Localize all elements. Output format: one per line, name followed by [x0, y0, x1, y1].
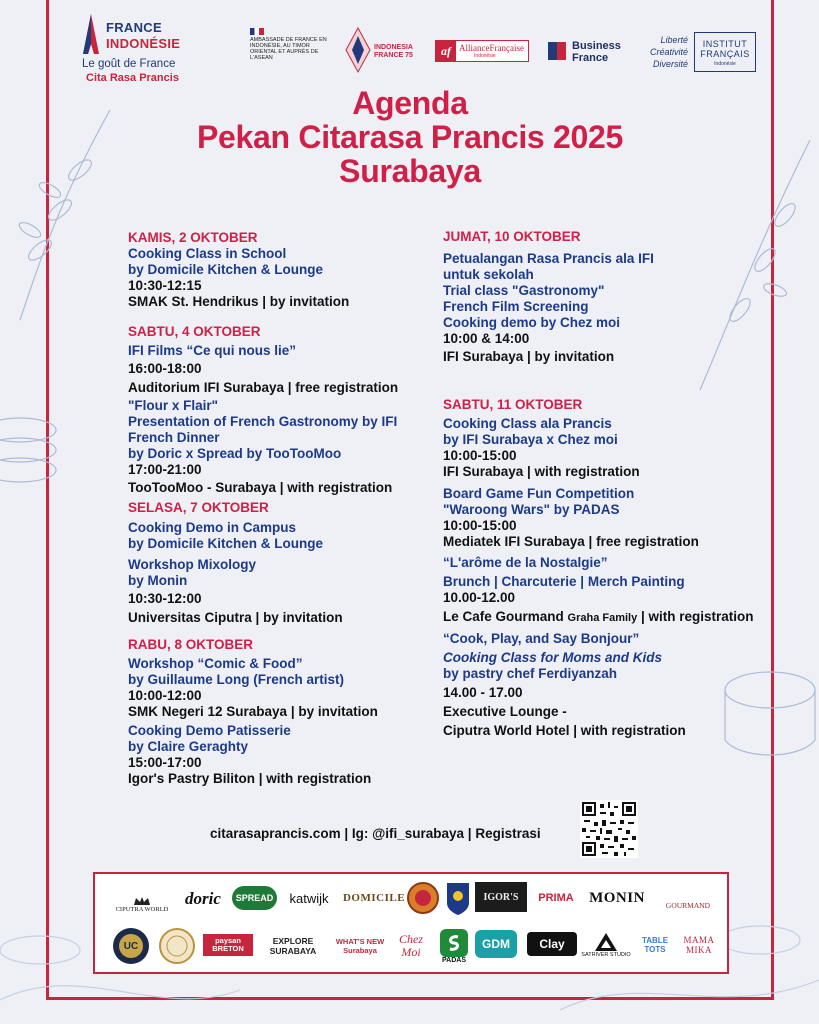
business-france-logo [548, 40, 638, 64]
title-line-2: Pekan Citarasa Prancis 2025 [197, 119, 623, 155]
whats-new-surabaya-logo: WHAT'S NEW Surabaya [335, 937, 385, 955]
event-venue: Igor's Pastry Biliton | with registration [128, 771, 372, 786]
af-name: AllianceFrançaise [459, 43, 524, 53]
qr-code-icon [580, 800, 638, 858]
event-title: “Cook, Play, and Say Bonjour” [443, 631, 640, 646]
le-cafe-gourmand-logo: GOURMAND [665, 900, 711, 910]
event-subtitle: French Dinner [128, 430, 220, 445]
domicile-logo: DOMICILE [342, 892, 406, 904]
round-emblem-logo [407, 882, 439, 914]
ciputra-world-logo [107, 886, 177, 922]
title-line-3: Surabaya [339, 153, 481, 189]
france-indonesie-logo [76, 14, 206, 84]
uc-logo [111, 926, 151, 966]
event-title: Cooking Class in School [128, 246, 287, 261]
day-block-selasa [128, 500, 448, 626]
chez-moi-logo: Chez Moi [399, 932, 423, 959]
event-host: by Claire Geraghty [128, 739, 249, 754]
event-venue: Mediatek IFI Surabaya | free registration [443, 534, 699, 549]
event-time: 10:00-15:00 [443, 448, 517, 463]
event-host: by pastry chef Ferdiyanzah [443, 666, 618, 681]
decorative-macaron-illustration [0, 400, 60, 520]
venue-detail: Graha Family [567, 612, 638, 624]
day-block-sabtu-4 [128, 324, 448, 496]
event-time: 15:00-17:00 [128, 755, 202, 770]
event-time: 14.00 - 17.00 [443, 685, 523, 700]
event-subtitle: Presentation of French Gastronomy by IFI [128, 414, 398, 429]
brand-tagline-fr: Le goût de France [82, 58, 176, 70]
event-host: by Guillaume Long (French artist) [128, 672, 345, 687]
motto-liberte: Liberté [660, 35, 688, 45]
title-line-1: Agenda [352, 85, 468, 121]
gold-seal-icon [158, 927, 196, 965]
embassy-logo [250, 28, 330, 61]
event-venue: Universitas Ciputra | by invitation [128, 610, 343, 625]
round-emblem-icon [407, 882, 439, 914]
day-block-sabtu-11 [443, 397, 763, 739]
day-block-kamis [128, 230, 448, 310]
event-host: by Domicile Kitchen & Lounge [128, 536, 324, 551]
event-host: by IFI Surabaya x Chez moi [443, 432, 618, 447]
satriver-label: SATRIVER STUDIO [581, 952, 631, 958]
igors-logo: IGOR'S [475, 882, 527, 912]
event-venue: IFI Surabaya | with registration [443, 464, 640, 479]
business-france-name: Business France [572, 40, 621, 64]
day-heading: RABU, 8 OKTOBER [128, 637, 254, 652]
french-flag-icon [250, 28, 264, 35]
day-heading: SELASA, 7 OKTOBER [128, 500, 269, 515]
institut-francais-logo [694, 32, 756, 72]
event-subtitle: French Film Screening [443, 299, 589, 314]
alliance-francaise-logo [435, 40, 529, 62]
crown-icon [133, 896, 151, 906]
triangle-mark-icon [594, 932, 618, 952]
crest-icon [445, 881, 471, 917]
event-subtitle: Brunch | Charcuterie | Merch Painting [443, 574, 685, 589]
wayang-emblem-icon [344, 26, 372, 74]
event-venue: IFI Surabaya | by invitation [443, 349, 615, 364]
poster-title [46, 86, 774, 188]
event-host: by Monin [128, 573, 188, 588]
event-title: “L'arôme de la Nostalgie” [443, 555, 608, 570]
event-title: Cooking Demo Patisserie [128, 723, 291, 738]
brand-line-france: FRANCE [106, 20, 162, 35]
event-subtitle: Cooking demo by Chez moi [443, 315, 621, 330]
event-venue: Auditorium IFI Surabaya | free registration [128, 380, 399, 395]
event-host: by Domicile Kitchen & Lounge [128, 262, 324, 277]
event-venue: Executive Lounge - [443, 704, 567, 719]
day-heading: SABTU, 4 OKTOBER [128, 324, 261, 339]
indonesia-france-75-logo [344, 26, 413, 76]
paysan-breton-logo: paysan BRETON [203, 934, 253, 956]
uc-label: UC [123, 940, 139, 952]
motto-diversite: Diversité [652, 59, 688, 69]
event-venue: Ciputra World Hotel | with registration [443, 723, 686, 738]
venue-registration: | with registration [637, 609, 754, 624]
embassy-name: AMBASSADE DE FRANCE EN INDONÉSIE, AU TIMOR ORIENTAL ET AUPRÈS DE L'ASEAN [250, 37, 327, 61]
clay-logo: Clay [527, 932, 577, 956]
eiffel-tower-icon [76, 14, 106, 56]
event-title: Board Game Fun Competition [443, 486, 635, 501]
satriver-studio-logo [581, 924, 631, 966]
republic-motto [648, 34, 688, 70]
event-title: Petualangan Rasa Prancis ala IFI [443, 251, 654, 266]
event-time: 10:00-15:00 [443, 518, 517, 533]
katwijk-logo: katwijk [289, 890, 329, 906]
event-venue: SMAK St. Hendrikus | by invitation [128, 294, 350, 309]
event-venue: SMK Negeri 12 Surabaya | by invitation [128, 704, 378, 719]
registration-qr-code[interactable] [580, 800, 638, 858]
event-venue: TooTooMoo - Surabaya | with registration [128, 480, 393, 495]
mama-mika-logo: MAMA MIKA [683, 935, 715, 955]
monin-logo: MONIN [589, 889, 645, 906]
event-subtitle: Trial class "Gastronomy" [443, 283, 605, 298]
padas-logo [437, 924, 471, 968]
brand-tagline-id: Cita Rasa Prancis [86, 72, 179, 84]
partner-logos-header [70, 12, 760, 82]
event-time: 17:00-21:00 [128, 462, 202, 477]
padas-emblem-icon [440, 929, 468, 957]
event-time: 10:30-12:00 [128, 591, 202, 606]
sponsor-logos-box [93, 872, 729, 974]
ifi-name-1: INSTITUT [702, 39, 748, 49]
event-time: 10:00-12:00 [128, 688, 202, 703]
event-time: 10.00-12.00 [443, 590, 516, 605]
day-heading: JUMAT, 10 OKTOBER [443, 229, 581, 244]
af-sub: Indonésie [474, 53, 496, 59]
event-title: Cooking Class ala Prancis [443, 416, 612, 431]
event-venue [443, 609, 763, 626]
event-time: 10:30-12:15 [128, 278, 202, 293]
event-subtitle: untuk sekolah [443, 267, 534, 282]
ciputra-label: CIPUTRA WORLD [115, 905, 169, 913]
day-heading: SABTU, 11 OKTOBER [443, 397, 583, 412]
event-subtitle: Cooking Class for Moms and Kids [443, 650, 663, 665]
table-tots-logo: TABLE TOTS [641, 936, 669, 954]
brand-line-indonesie: INDONÉSIE [106, 36, 181, 51]
business-france-mark-icon [548, 42, 566, 60]
motto-creativite: Créativité [649, 47, 688, 57]
event-host: "Waroong Wars" by PADAS [443, 502, 620, 517]
event-time: 16:00-18:00 [128, 361, 202, 376]
event-host: by Doric x Spread by TooTooMoo [128, 446, 342, 461]
day-heading: KAMIS, 2 OKTOBER [128, 230, 258, 245]
school-crest-logo [445, 880, 471, 918]
venue-name: Le Cafe Gourmand [443, 609, 568, 624]
event-title: "Flour x Flair" [128, 398, 219, 413]
gdm-logo: GDM [475, 930, 517, 958]
explore-surabaya-logo: EXPLORE SURABAYA [269, 936, 317, 956]
event-title: IFI Films “Ce qui nous lie” [128, 343, 297, 358]
prima-logo: PRIMA [538, 892, 574, 904]
gold-seal-logo [157, 926, 197, 966]
spread-logo: SPREAD [232, 886, 277, 910]
event-title: Cooking Demo in Campus [128, 520, 297, 535]
event-title: Workshop “Comic & Food” [128, 656, 303, 671]
footer-contact-line: citarasaprancis.com | Ig: @ifi_surabaya | Registrasi [210, 826, 541, 841]
event-time: 10:00 & 14:00 [443, 331, 530, 346]
ifi-name-2: FRANÇAIS [700, 49, 750, 59]
idfr-label: INDONESIA FRANCE 75 [374, 44, 413, 59]
event-title: Workshop Mixology [128, 557, 257, 572]
doric-logo: doric [185, 889, 221, 908]
day-block-rabu [128, 637, 448, 787]
ifi-sub: Indonésie [714, 61, 736, 67]
af-mark: af [436, 41, 456, 61]
padas-label: PADAS [442, 956, 466, 964]
day-block-jumat [443, 229, 763, 365]
